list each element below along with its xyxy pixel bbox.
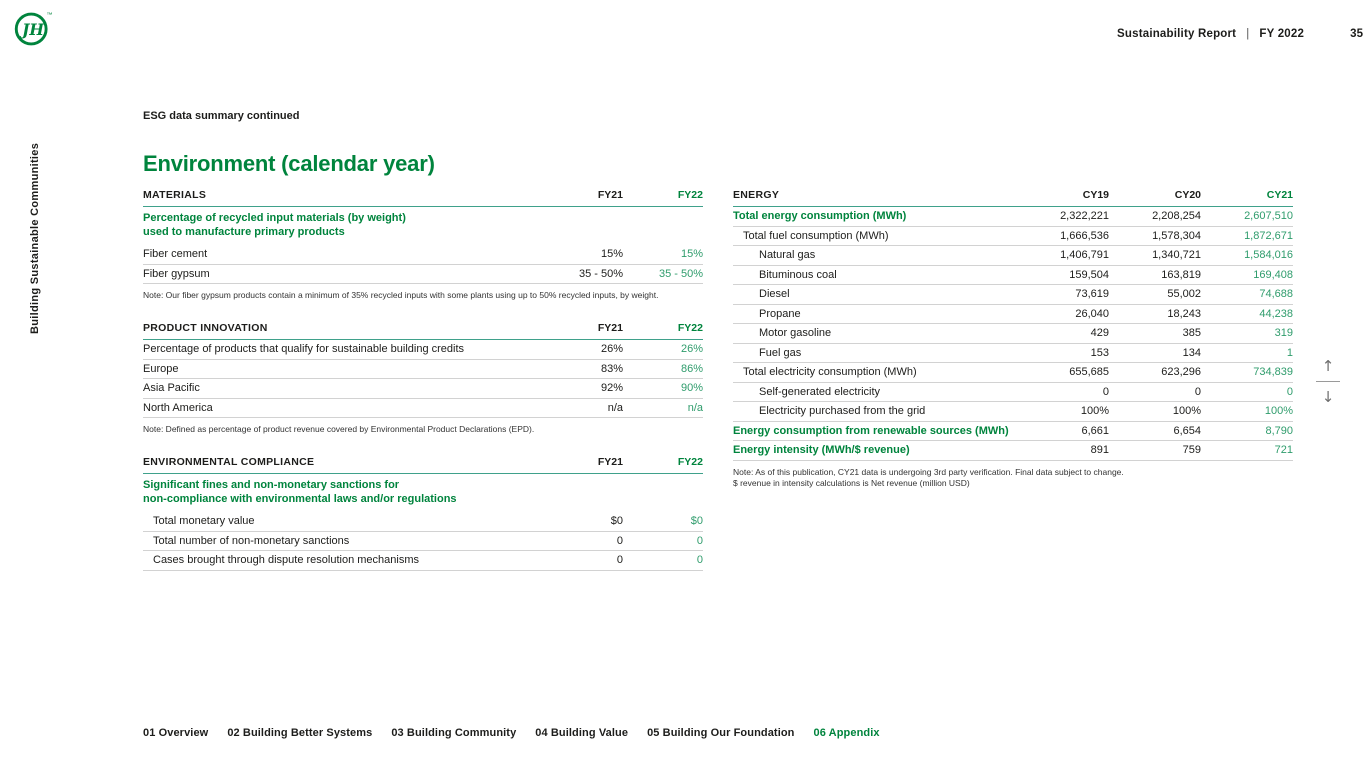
table-header-row (143, 189, 703, 207)
table-title: ENERGY (733, 189, 780, 201)
row-label: Bituminous coal (759, 268, 837, 281)
cell-value: 759 (1182, 444, 1201, 457)
cell-value: 134 (1182, 346, 1201, 359)
row-label: Cases brought through dispute resolution mechanisms (153, 554, 419, 567)
cell-value: 1 (1286, 346, 1293, 359)
table-row (733, 383, 1293, 403)
row-label: Energy intensity (MWh/$ revenue) (733, 444, 910, 457)
row-label: Total monetary value (153, 515, 255, 528)
row-label: Diesel (759, 288, 790, 301)
table-note (143, 418, 703, 435)
nav-item-5[interactable]: 05 Building Our Foundation (647, 727, 795, 739)
arrow-up-icon: ↑ (1321, 357, 1335, 375)
trademark-symbol: ™ (46, 12, 52, 19)
logo-monogram: JH (22, 20, 44, 39)
row-label: Total electricity consumption (MWh) (743, 366, 917, 379)
cell-value: 1,666,536 (1060, 229, 1109, 242)
column-header: FY22 (677, 189, 703, 201)
table-header-row (143, 456, 703, 474)
scroll-up-button[interactable] (1313, 356, 1343, 376)
column-header: FY22 (677, 322, 703, 334)
brand-logo (14, 10, 52, 48)
table-title: ENVIRONMENTAL COMPLIANCE (143, 456, 315, 468)
row-group-subheader (143, 207, 703, 245)
table-row (733, 402, 1293, 422)
scroll-down-button[interactable] (1313, 387, 1343, 407)
table-note-line: Note: As of this publication, CY21 data is undergoing 3rd party verification. Final data subject to change. (733, 466, 1124, 477)
row-label: Electricity purchased from the grid (759, 405, 926, 418)
cell-value: 0 (1286, 385, 1293, 398)
table-row (733, 227, 1293, 247)
table-row (143, 532, 703, 552)
row-label: Fiber gypsum (143, 267, 210, 280)
fiscal-year-label: FY 2022 (1259, 28, 1305, 40)
table-row (733, 305, 1293, 325)
cell-value: 83% (600, 362, 623, 375)
cell-value: 74,688 (1259, 288, 1293, 301)
nav-item-4[interactable]: 04 Building Value (535, 727, 629, 739)
table-title: PRODUCT INNOVATION (143, 322, 268, 334)
cell-value: $0 (610, 515, 623, 528)
table-row (733, 285, 1293, 305)
table-row (733, 363, 1293, 383)
cell-value: 153 (1090, 346, 1109, 359)
cell-value: 0 (616, 534, 623, 547)
column-header: CY20 (1174, 189, 1201, 201)
cell-value: 92% (600, 382, 623, 395)
table-row (733, 344, 1293, 364)
subheader-line: Percentage of recycled input materials (by weight) (143, 212, 406, 224)
row-label: Motor gasoline (759, 327, 832, 340)
cell-value: 0 (616, 554, 623, 567)
row-label: Natural gas (759, 249, 816, 262)
table-header-row (143, 322, 703, 340)
table-product-innovation (143, 322, 703, 435)
cell-value: 100% (1172, 405, 1201, 418)
cell-value: 8,790 (1265, 424, 1293, 437)
row-label: Percentage of products that qualify for sustainable building credits (143, 343, 465, 356)
page-header-meta (1117, 28, 1363, 40)
table-row (143, 399, 703, 419)
right-table-column (733, 189, 1293, 510)
cell-value: 429 (1090, 327, 1109, 340)
row-label: Asia Pacific (143, 382, 200, 395)
column-header: CY19 (1082, 189, 1109, 201)
cell-value: 73,619 (1075, 288, 1109, 301)
cell-value: 891 (1090, 444, 1109, 457)
eyebrow-title: ESG data summary continued (143, 110, 300, 122)
row-label: Total energy consumption (MWh) (733, 210, 907, 223)
table-row (143, 245, 703, 265)
column-header: CY21 (1266, 189, 1293, 201)
cell-value: 1,406,791 (1060, 249, 1109, 262)
column-header: FY21 (597, 189, 623, 201)
table-row (733, 207, 1293, 227)
cell-value: 734,839 (1253, 366, 1293, 379)
table-header-row (733, 189, 1293, 207)
column-header: FY22 (677, 456, 703, 468)
cell-value: 100% (1264, 405, 1293, 418)
row-label: Self-generated electricity (759, 385, 881, 398)
row-group-subheader (143, 474, 703, 512)
table-row (143, 265, 703, 285)
cell-value: 6,661 (1081, 424, 1109, 437)
row-label: North America (143, 401, 213, 414)
cell-value: 0 (1194, 385, 1201, 398)
row-label: Propane (759, 307, 801, 320)
table-note (143, 284, 703, 301)
cell-value: 1,578,304 (1152, 229, 1201, 242)
nav-item-2[interactable]: 02 Building Better Systems (227, 727, 373, 739)
table-note-line: Note: Our fiber gypsum products contain a minimum of 35% recycled inputs with some plants using up to 50% recycled inputs, by weight. (143, 290, 659, 300)
section-vertical-label: Building Sustainable Communities (29, 142, 41, 334)
subheader-line: Significant fines and non-monetary sanctions for (143, 479, 400, 491)
table-row (733, 422, 1293, 442)
page-title: Environment (calendar year) (143, 151, 435, 176)
cell-value: 2,322,221 (1060, 210, 1109, 223)
nav-item-1[interactable]: 01 Overview (143, 727, 209, 739)
cell-value: n/a (687, 401, 703, 414)
cell-value: 35 - 50% (658, 267, 703, 280)
table-row (143, 512, 703, 532)
table-energy (733, 189, 1293, 489)
cell-value: $0 (690, 515, 703, 528)
header-separator: | (1246, 28, 1250, 40)
row-label: Total fuel consumption (MWh) (743, 229, 889, 242)
subheader-line: used to manufacture primary products (143, 225, 345, 238)
cell-value: 2,208,254 (1152, 210, 1201, 223)
table-materials (143, 189, 703, 301)
cell-value: 2,607,510 (1244, 210, 1293, 223)
cell-value: 35 - 50% (578, 267, 623, 280)
cell-value: 721 (1274, 444, 1293, 457)
page-scroll-controls (1313, 356, 1343, 407)
table-note-line: Note: Defined as percentage of product revenue covered by Environmental Product Declarations (EPD). (143, 424, 535, 434)
page-number: 35 (1350, 28, 1364, 40)
table-note-line: $ revenue in intensity calculations is Net revenue (million USD) (733, 477, 970, 488)
brand-logo-icon (14, 10, 52, 48)
row-label: Fuel gas (759, 346, 802, 359)
section-nav (143, 727, 880, 739)
cell-value: 26% (600, 343, 623, 356)
pager-divider (1316, 381, 1340, 382)
row-label: Total number of non-monetary sanctions (153, 534, 350, 547)
table-environmental-compliance (143, 456, 703, 571)
cell-value: 26% (680, 343, 703, 356)
table-note (733, 461, 1293, 489)
cell-value: 100% (1080, 405, 1109, 418)
cell-value: 26,040 (1075, 307, 1109, 320)
cell-value: 0 (696, 554, 703, 567)
cell-value: 385 (1182, 327, 1201, 340)
cell-value: 15% (680, 248, 703, 261)
table-row (733, 324, 1293, 344)
column-header: FY21 (597, 322, 623, 334)
table-row (733, 246, 1293, 266)
cell-value: 44,238 (1259, 307, 1293, 320)
nav-item-6[interactable]: 06 Appendix (813, 727, 880, 739)
cell-value: 623,296 (1161, 366, 1201, 379)
cell-value: 1,872,671 (1244, 229, 1293, 242)
cell-value: 0 (696, 534, 703, 547)
table-row (143, 551, 703, 571)
cell-value: 18,243 (1167, 307, 1201, 320)
cell-value: 0 (1102, 385, 1109, 398)
column-header: FY21 (597, 456, 623, 468)
cell-value: 319 (1274, 327, 1293, 340)
cell-value: 655,685 (1069, 366, 1109, 379)
cell-value: 55,002 (1167, 288, 1201, 301)
cell-value: 159,504 (1069, 268, 1109, 281)
cell-value: 86% (680, 362, 703, 375)
report-title: Sustainability Report (1117, 28, 1237, 40)
cell-value: 90% (680, 382, 703, 395)
table-row (733, 441, 1293, 461)
left-table-column (143, 189, 703, 592)
cell-value: 163,819 (1161, 268, 1201, 281)
table-row (143, 360, 703, 380)
cell-value: n/a (607, 401, 623, 414)
row-label: Energy consumption from renewable sources (MWh) (733, 424, 1009, 437)
cell-value: 15% (600, 248, 623, 261)
row-label: Europe (143, 362, 179, 375)
cell-value: 1,340,721 (1152, 249, 1201, 262)
arrow-down-icon: ↓ (1321, 388, 1335, 406)
table-row (143, 379, 703, 399)
table-row (733, 266, 1293, 286)
cell-value: 6,654 (1173, 424, 1201, 437)
cell-value: 1,584,016 (1244, 249, 1293, 262)
cell-value: 169,408 (1253, 268, 1293, 281)
table-title: MATERIALS (143, 189, 207, 201)
nav-item-3[interactable]: 03 Building Community (391, 727, 517, 739)
row-label: Fiber cement (143, 248, 208, 261)
subheader-line: non-compliance with environmental laws and/or regulations (143, 492, 457, 505)
table-row (143, 340, 703, 360)
